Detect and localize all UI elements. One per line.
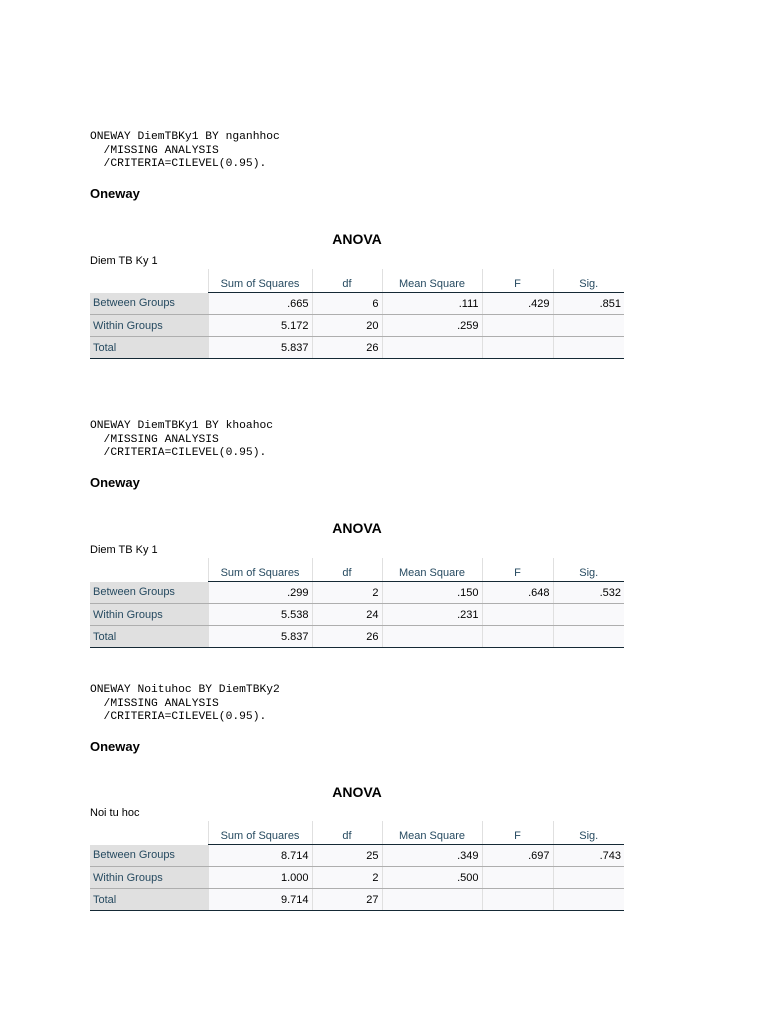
syntax-command: ONEWAY Noituhoc BY DiemTBKy2 /MISSING ANALYSIS /CRITERIA=CILEVEL(0.95). <box>90 684 280 723</box>
table-row <box>90 889 624 911</box>
cell-sig <box>553 889 624 911</box>
procedure-heading: Oneway <box>90 739 140 754</box>
col-header-mean-square: Mean Square <box>382 821 482 845</box>
corner-cell <box>90 269 208 293</box>
cell-sum-of-squares: 5.538 <box>208 604 312 626</box>
col-header-sig: Sig. <box>553 269 624 293</box>
cell-sum-of-squares: 8.714 <box>208 845 312 867</box>
dependent-variable-label: Noi tu hoc <box>90 807 140 819</box>
col-header-df: df <box>312 558 382 582</box>
cell-mean-square <box>382 337 482 359</box>
row-label: Within Groups <box>90 604 208 626</box>
col-header-f: F <box>482 558 553 582</box>
cell-df: 2 <box>312 867 382 889</box>
cell-df: 26 <box>312 626 382 648</box>
table-row <box>90 626 624 648</box>
procedure-heading: Oneway <box>90 186 140 201</box>
cell-sum-of-squares: 5.837 <box>208 337 312 359</box>
col-header-f: F <box>482 821 553 845</box>
cell-mean-square: .259 <box>382 315 482 337</box>
syntax-command: ONEWAY DiemTBKy1 BY nganhhoc /MISSING ANALYSIS /CRITERIA=CILEVEL(0.95). <box>90 131 280 170</box>
col-header-sig: Sig. <box>553 821 624 845</box>
col-header-df: df <box>312 821 382 845</box>
cell-sum-of-squares: .665 <box>208 293 312 315</box>
col-header-mean-square: Mean Square <box>382 558 482 582</box>
table-row <box>90 337 624 359</box>
table-row <box>90 293 624 315</box>
dependent-variable-label: Diem TB Ky 1 <box>90 255 158 267</box>
header-row <box>90 558 624 582</box>
dependent-variable-label: Diem TB Ky 1 <box>90 544 158 556</box>
header-row <box>90 269 624 293</box>
col-header-df: df <box>312 269 382 293</box>
cell-df: 6 <box>312 293 382 315</box>
anova-table <box>90 269 624 359</box>
col-header-mean-square: Mean Square <box>382 269 482 293</box>
row-label: Total <box>90 889 208 911</box>
cell-df: 2 <box>312 582 382 604</box>
cell-df: 26 <box>312 337 382 359</box>
anova-table <box>90 821 624 911</box>
cell-f <box>482 867 553 889</box>
col-header-f: F <box>482 269 553 293</box>
cell-sig: .532 <box>553 582 624 604</box>
cell-mean-square: .150 <box>382 582 482 604</box>
cell-f: .648 <box>482 582 553 604</box>
cell-sig <box>553 626 624 648</box>
col-header-sum-of-squares: Sum of Squares <box>208 821 312 845</box>
cell-sum-of-squares: 5.172 <box>208 315 312 337</box>
col-header-sum-of-squares: Sum of Squares <box>208 269 312 293</box>
cell-mean-square: .500 <box>382 867 482 889</box>
row-label: Total <box>90 626 208 648</box>
corner-cell <box>90 821 208 845</box>
cell-sig <box>553 604 624 626</box>
cell-sig <box>553 315 624 337</box>
cell-mean-square: .231 <box>382 604 482 626</box>
corner-cell <box>90 558 208 582</box>
table-title: ANOVA <box>332 784 382 800</box>
row-label: Within Groups <box>90 315 208 337</box>
cell-f: .697 <box>482 845 553 867</box>
cell-f <box>482 315 553 337</box>
table-row <box>90 845 624 867</box>
header-row <box>90 821 624 845</box>
anova-table <box>90 558 624 648</box>
table-row <box>90 604 624 626</box>
row-label: Within Groups <box>90 867 208 889</box>
cell-sig: .851 <box>553 293 624 315</box>
cell-sig <box>553 337 624 359</box>
table-title: ANOVA <box>332 520 382 536</box>
cell-f <box>482 337 553 359</box>
row-label: Between Groups <box>90 845 208 867</box>
cell-sum-of-squares: 9.714 <box>208 889 312 911</box>
row-label: Total <box>90 337 208 359</box>
cell-df: 27 <box>312 889 382 911</box>
table-row <box>90 867 624 889</box>
syntax-command: ONEWAY DiemTBKy1 BY khoahoc /MISSING ANALYSIS /CRITERIA=CILEVEL(0.95). <box>90 420 274 459</box>
cell-sum-of-squares: 5.837 <box>208 626 312 648</box>
table-row <box>90 582 624 604</box>
table-row <box>90 315 624 337</box>
cell-mean-square <box>382 889 482 911</box>
cell-f <box>482 604 553 626</box>
cell-df: 24 <box>312 604 382 626</box>
cell-f: .429 <box>482 293 553 315</box>
row-label: Between Groups <box>90 582 208 604</box>
procedure-heading: Oneway <box>90 475 140 490</box>
col-header-sum-of-squares: Sum of Squares <box>208 558 312 582</box>
cell-f <box>482 889 553 911</box>
col-header-sig: Sig. <box>553 558 624 582</box>
cell-sig <box>553 867 624 889</box>
cell-df: 25 <box>312 845 382 867</box>
cell-df: 20 <box>312 315 382 337</box>
table-title: ANOVA <box>332 231 382 247</box>
cell-sum-of-squares: 1.000 <box>208 867 312 889</box>
cell-f <box>482 626 553 648</box>
cell-mean-square <box>382 626 482 648</box>
cell-mean-square: .111 <box>382 293 482 315</box>
row-label: Between Groups <box>90 293 208 315</box>
cell-mean-square: .349 <box>382 845 482 867</box>
cell-sum-of-squares: .299 <box>208 582 312 604</box>
cell-sig: .743 <box>553 845 624 867</box>
